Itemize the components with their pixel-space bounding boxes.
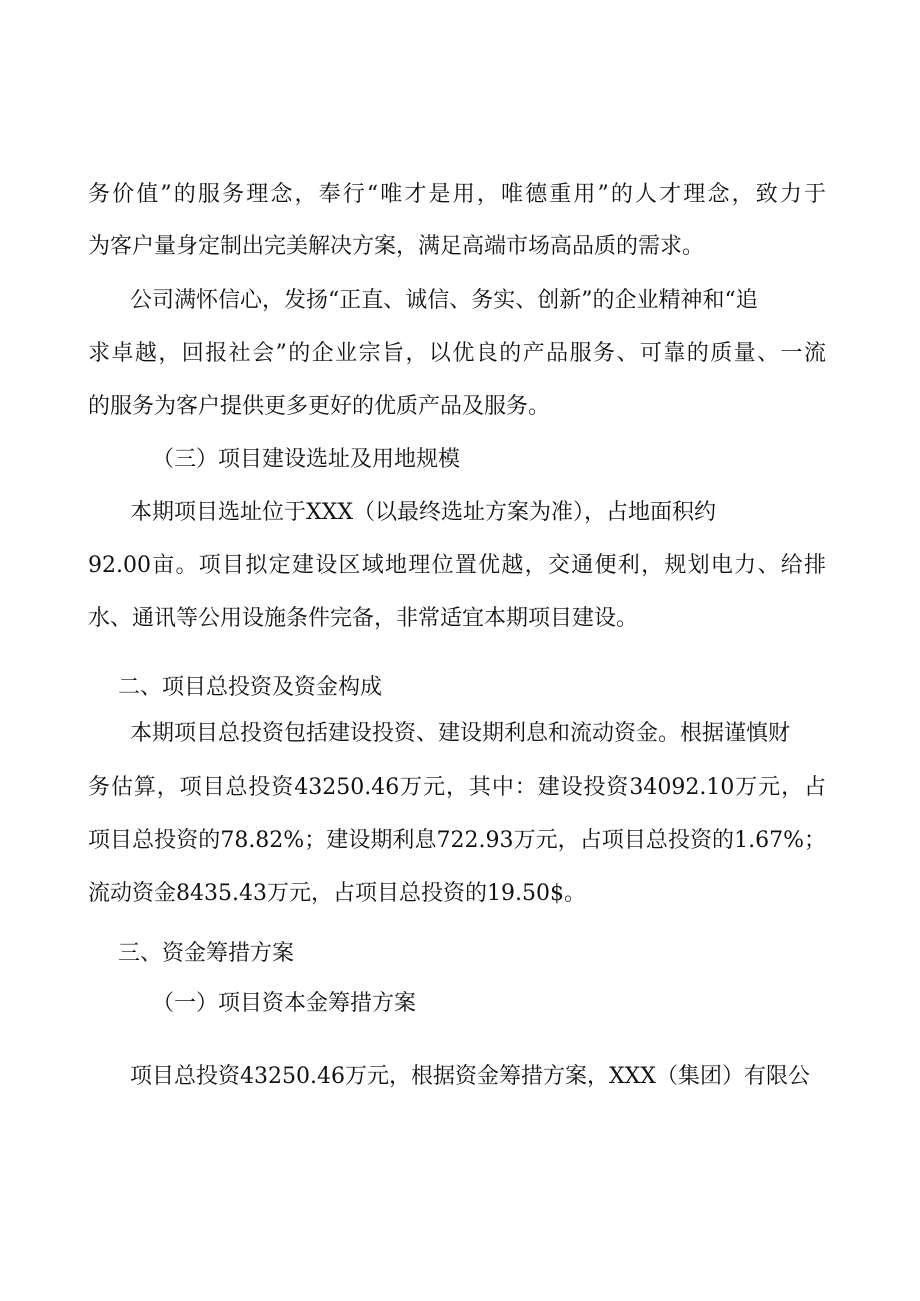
paragraph-line: 项目总投资43250.46万元，根据资金筹措方案，XXX（集团）有限公: [130, 1064, 810, 1089]
paragraph-line: 项目总投资的78.82%；建设期利息722.93万元，占项目总投资的1.67%；: [88, 828, 826, 853]
paragraph-line: 务估算，项目总投资43250.46万元，其中：建设投资34092.10万元，占: [88, 775, 826, 800]
paragraph-line: 公司满怀信心，发扬“正直、诚信、务实、创新”的企业精神和“追: [130, 288, 758, 313]
paragraph-line: 求卓越，回报社会”的企业宗旨，以优良的产品服务、可靠的质量、一流: [88, 341, 826, 366]
section-heading: 二、项目总投资及资金构成: [118, 675, 383, 700]
section-heading: 三、资金筹措方案: [118, 941, 295, 966]
paragraph-line: 流动资金8435.43万元，占项目总投资的19.50$。: [88, 881, 586, 906]
paragraph-line: 为客户量身定制出完美解决方案，满足高端市场高品质的需求。: [88, 234, 705, 259]
section-heading: （三）项目建设选址及用地规模: [152, 447, 461, 472]
paragraph-line: 的服务为客户提供更多更好的优质产品及服务。: [88, 394, 551, 419]
paragraph-line: 水、通讯等公用设施条件完备，非常适宜本期项目建设。: [88, 606, 639, 631]
paragraph-line: 本期项目选址位于XXX（以最终选址方案为准），占地面积约: [130, 500, 716, 525]
paragraph-line: 务价值”的服务理念，奉行“唯才是用，唯德重用”的人才理念，致力于: [88, 182, 826, 207]
section-heading: （一）项目资本金筹措方案: [152, 991, 417, 1016]
paragraph-line: 本期项目总投资包括建设投资、建设期利息和流动资金。根据谨慎财: [130, 721, 791, 746]
paragraph-line: 92.00亩。项目拟定建设区域地理位置优越，交通便利，规划电力、给排: [88, 553, 826, 578]
